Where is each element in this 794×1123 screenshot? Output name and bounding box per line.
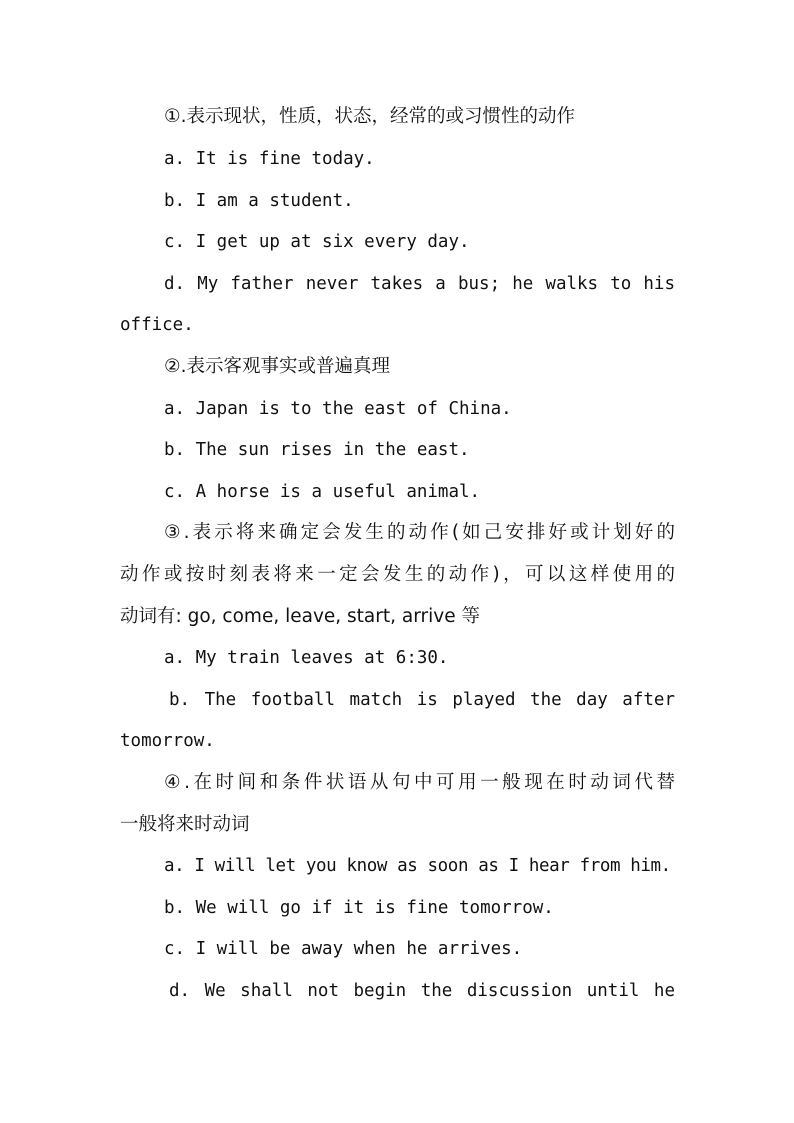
example-sentence: a. Japan is to the east of China. [164, 399, 512, 419]
example-sentence: b. The football match is played the day after [169, 690, 675, 710]
section-heading-1: ①.表示现状，性质，状态，经常的或习惯性的动作 [164, 106, 575, 127]
example-sentence: a. It is fine today. [164, 149, 375, 169]
section-heading-3: ③.表示将来确定会发生的动作(如己安排好或计划好的 [164, 522, 675, 543]
section-heading-2: ②.表示客观事实或普遍真理 [164, 356, 390, 377]
example-sentence: b. I am a student. [164, 191, 354, 211]
example-sentence-continuation: tomorrow. [120, 731, 215, 751]
example-sentence: c. I get up at six every day. [164, 232, 470, 252]
example-sentence: a. I will let you know as soon as I hear from him. [164, 856, 671, 876]
example-sentence: d. We shall not begin the discussion until he [169, 981, 675, 1001]
example-sentence: b. We will go if it is fine tomorrow. [164, 898, 554, 918]
section-heading-3-continuation: 动作或按时刻表将来一定会发生的动作)，可以这样使用的 [120, 564, 675, 585]
section-heading-3-continuation: 动词有: go, come, leave, start, arrive 等 [120, 606, 480, 627]
example-sentence: c. A horse is a useful animal. [164, 482, 481, 502]
example-sentence: b. The sun rises in the east. [164, 440, 470, 460]
section-heading-4-continuation: 一般将来时动词 [120, 814, 250, 835]
example-sentence: a. My train leaves at 6:30. [164, 648, 449, 668]
example-sentence: d. My father never takes a bus; he walks to his [164, 274, 675, 294]
example-sentence-continuation: office. [120, 315, 194, 335]
example-sentence: c. I will be away when he arrives. [164, 939, 523, 959]
section-heading-4: ④.在时间和条件状语从句中可用一般现在时动词代替 [164, 772, 675, 793]
